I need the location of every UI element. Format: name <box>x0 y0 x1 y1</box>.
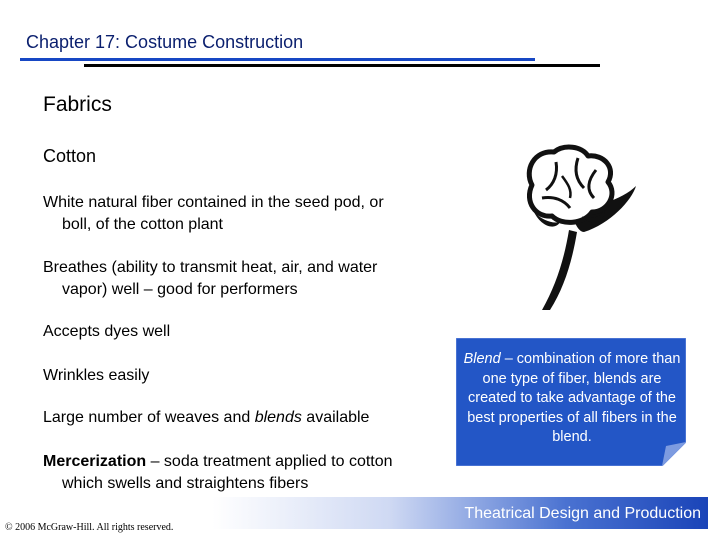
bullet-text-line: White natural fiber contained in the seed pod, or <box>43 194 384 211</box>
blend-term: Blend <box>463 351 501 367</box>
bullet-white-fiber <box>43 192 384 236</box>
copyright-notice: © 2006 McGraw-Hill. All rights reserved. <box>5 522 174 533</box>
bullet-text-line: Breathes (ability to transmit heat, air, and water <box>43 259 378 276</box>
blend-callout-text <box>462 350 682 448</box>
slide-title: Fabrics <box>43 93 112 116</box>
footer-book-title: Theatrical Design and Production <box>464 505 701 522</box>
bullet-mercerization <box>43 451 393 495</box>
bullet-text-line: which swells and straightens fibers <box>62 475 309 492</box>
mercerization-term: Mercerization <box>43 453 147 470</box>
header-rule-black <box>84 64 600 67</box>
bullet-text-line: vapor) well – good for performers <box>62 281 298 298</box>
bullet-text: Large number of weaves and <box>43 409 255 426</box>
bullet-text: available <box>301 409 370 426</box>
bullet-accepts-dyes: Accepts dyes well <box>43 323 171 340</box>
bullet-breathes <box>43 257 377 301</box>
blends-term: blends <box>254 409 302 426</box>
bullet-weaves <box>43 407 369 429</box>
header-rule-blue <box>20 58 535 61</box>
bullet-text-line: boll, of the cotton plant <box>62 216 223 233</box>
bullet-text-line: – soda treatment applied to cotton <box>146 453 393 470</box>
blend-definition: – combination of more than one type of fiber, blends are created to take advantage of the best properties of all fibers in the blend. <box>467 351 681 445</box>
cotton-plant-icon <box>512 140 652 315</box>
chapter-title: Chapter 17: Costume Construction <box>26 32 304 52</box>
slide-subtitle: Cotton <box>43 146 97 166</box>
bullet-wrinkles: Wrinkles easily <box>43 367 150 384</box>
